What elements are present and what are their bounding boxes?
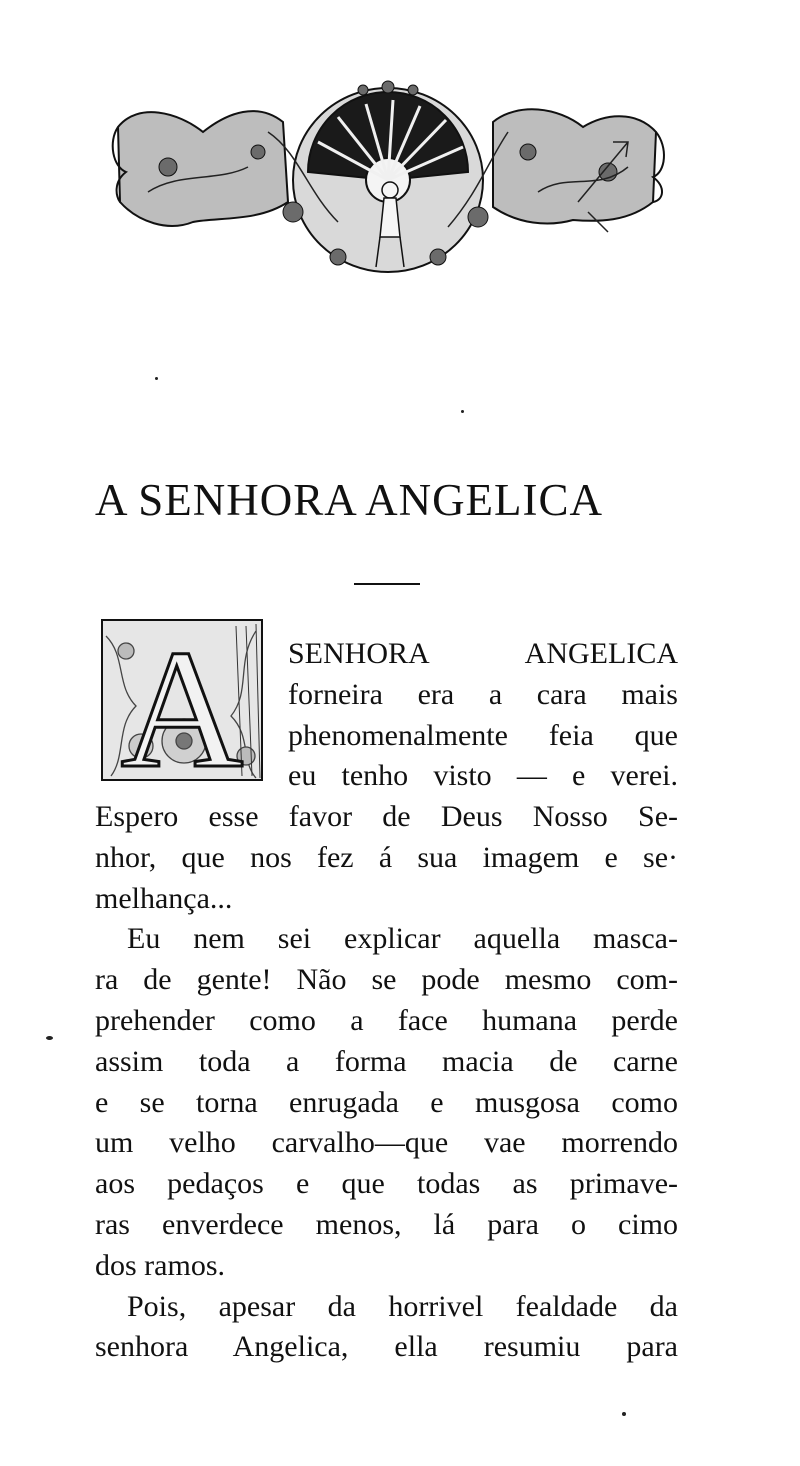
opening-line: eu tenho visto — e verei. [288, 759, 678, 793]
paragraph-2-line: Eu nem sei explicar aquella masca- [127, 922, 678, 956]
paragraph-2-line: e se torna enrugada e musgosa como [95, 1085, 678, 1119]
drop-cap-letter: A [120, 615, 244, 788]
body-text [95, 797, 678, 1368]
paragraph-2-line: aos pedaços e que todas as primave- [95, 1167, 678, 1201]
paragraph-2-line: um velho carvalho—que vae morrendo [95, 1126, 678, 1160]
paragraph-1-line: nhor, que nos fez á sua imagem e se· [95, 840, 678, 874]
paragraph-2-line: prehender como a face humana perde [95, 1003, 678, 1037]
page-speck [46, 1036, 53, 1040]
page-speck [461, 410, 464, 413]
paragraph-1-line: melhança... [95, 881, 233, 915]
drop-cap-initial [96, 606, 268, 788]
opening-line: forneira era a cara mais [288, 677, 678, 711]
paragraph-2-line: assim toda a forma macia de carne [95, 1044, 678, 1078]
paragraph-3-line: Pois, apesar da horrivel fealdade da [127, 1289, 678, 1323]
opening-line: SENHORA ANGELICA [288, 637, 678, 670]
paragraph-3-line: senhora Angelica, ella resumiu para [95, 1330, 678, 1364]
opening-lines [288, 634, 678, 797]
paragraph-2-line: ra de gente! Não se pode mesmo com- [95, 963, 678, 997]
page-speck [622, 1412, 626, 1416]
opening-line: phenomenalmente feia que [288, 718, 678, 752]
paragraph-2-line: dos ramos. [95, 1248, 225, 1282]
page-speck [155, 377, 158, 380]
title-rule [354, 583, 420, 585]
paragraph-2-line: ras enverdece menos, lá para o cimo [95, 1207, 678, 1241]
paragraph-1-line: Espero esse favor de Deus Nosso Se- [95, 800, 678, 833]
chapter-title: A SENHORA ANGELICA [95, 475, 604, 525]
headpiece-vignette [108, 72, 668, 277]
